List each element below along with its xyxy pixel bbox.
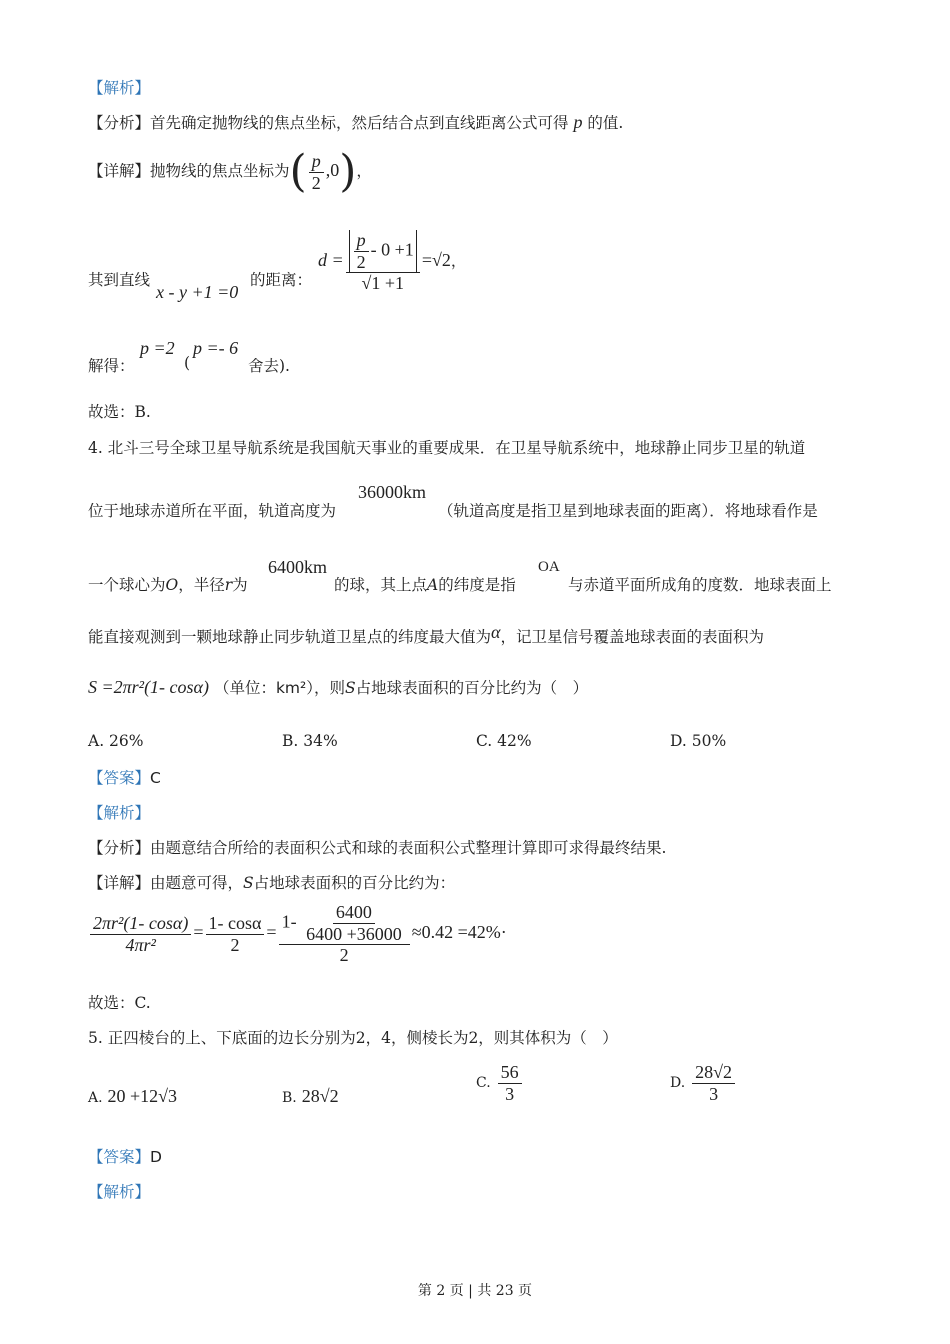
document-page: 【解析】 【分析】首先确定抛物线的焦点坐标，然后结合点到直线距离公式可得 p 的值. 【详解】抛物线的焦点坐标为( $\frac{p}{2}$ ,0)， 其到直线 x - y +1 =0 的距离： d = $\frac{p}{2}$ - 0 +1 √1 +1 =√2， 解得： p =2 ( p =- 6 舍去). 故选：B. 4. 北斗三号全球卫星导航系统是我国航天事业的重要成果．在卫星导航系统中，地球静止同步卫星的轨道 位于地球赤道所在平面，轨道高度为 36000km （轨道高度是指卫星到地球表面的距离）．将地球看作是 一个球心为O，半径r为 6400km 的球，其上点A的纬度是指 OA 与赤道平面所成角的度数．地球表面上 能直接观测到一颗地球静止同步轨道卫星点的纬度最大值为α，记卫星信号覆盖地球表面的表面积为 S =2πr²(1- cosα) （单位：km²），则S占地球表面积的百分比约为（ ） A. 26% B. 34% C. 42% D. 50% 【答案】C 【解析】 【分析】由题意结合所给的表面积公式和球的表面积公式整理计算即可求得最终结果. 【详解】由题意可得，S占地球表面积的百分比约为： $\frac{\text{2πr²(1- cosα)}}{\text{4πr²}}$ = $\frac{1- \cos\alpha}{2}$ = 1- $\frac{6400}{6400 +36000}$ 2 ≈0.42 =42%· 故选：C. 5. 正四棱台的上、下底面的边长分别为2，4，侧棱长为2，则其体积为（ ） A. 20 +12√3 B. 28√2 C. $\frac{56}{3}$ D. $\frac{28√2}{3}$ 【答案】D 【解析】 第 2 页 | 共 23 页 — [0, 0, 950, 1344]
q5-option-d: D. $\frac{28√2}{3}$ — [670, 1062, 737, 1104]
q3-fenxi — [88, 111, 623, 133]
line-text: 其到直线 — [88, 271, 151, 289]
q4-option-a: A. 26% — [88, 732, 144, 750]
q4-computation: $\frac{\text{2πr²(1- cosα)}}{\text{4πr²}}$ = $\frac{1- \cos\alpha}{2}$ = 1- $\frac{6400}{6400 +36000}$ 2 ≈0.42 =42%· — [88, 902, 507, 966]
q4-line5: S =2πr²(1- cosα) （单位：km²），则S占地球表面积的百分比约为（ ） — [88, 677, 589, 697]
dist-text: 的距离： — [250, 271, 313, 289]
focus-rest: ,0 — [325, 160, 340, 180]
solve-end: 舍去). — [248, 357, 290, 375]
solve-alt: p =- 6 — [193, 338, 239, 358]
q4-option-c: C. 42% — [476, 732, 532, 750]
analysis-label: 【解析】 — [88, 79, 151, 97]
line-equation: x - y +1 =0 — [156, 282, 239, 302]
q4-answer: 【答案】C — [88, 769, 161, 787]
fenxi-label: 【分析】 — [88, 114, 151, 132]
distance-formula: d = $\frac{p}{2}$ - 0 +1 √1 +1 =√2， — [318, 230, 467, 294]
q4-option-b: B. 34% — [282, 732, 338, 750]
xiangjie-label: 【详解】 — [88, 162, 151, 180]
q4-line4: 能直接观测到一颗地球静止同步轨道卫星点的纬度最大值为α，记卫星信号覆盖地球表面的表面积为 — [88, 622, 764, 646]
q5-question: 5. 正四棱台的上、下底面的边长分别为2，4，侧棱长为2，则其体积为（ ） — [88, 1029, 618, 1047]
q3-xiangjie: 【详解】抛物线的焦点坐标为( $\frac{p}{2}$ ,0)， — [88, 146, 372, 197]
q5-option-c: C. $\frac{56}{3}$ — [476, 1062, 524, 1104]
fenxi-text: 首先确定抛物线的焦点坐标，然后结合点到直线距离公式可得 — [150, 114, 569, 132]
q4-fenxi: 【分析】由题意结合所给的表面积公式和球的表面积公式整理计算即可求得最终结果. — [88, 839, 667, 857]
q5-option-b: B. 28√2 — [282, 1086, 339, 1106]
q3-choice: 故选：B. — [88, 403, 151, 421]
q4-option-d: D. 50% — [670, 732, 727, 750]
xiangjie-text: 抛物线的焦点坐标为 — [150, 162, 290, 180]
q5-analysis-label: 【解析】 — [88, 1183, 151, 1201]
coverage-formula: S =2πr²(1- cosα) — [88, 677, 209, 697]
fenxi-end: 的值. — [587, 114, 624, 132]
earth-radius: 6400km — [268, 557, 328, 577]
q4-xiangjie: 【详解】由题意可得，S占地球表面积的百分比约为： — [88, 874, 456, 892]
solve-label: 解得： — [88, 357, 135, 375]
q4-line1: 4. 北斗三号全球卫星导航系统是我国航天事业的重要成果．在卫星导航系统中，地球静止同步卫星的轨道 — [88, 439, 806, 457]
q4-analysis-label: 【解析】 — [88, 804, 151, 822]
orbit-height: 36000km — [358, 482, 427, 502]
q5-option-a: A. 20 +12√3 — [88, 1086, 178, 1106]
q4-choice: 故选：C. — [88, 994, 151, 1012]
focus-fraction: $\frac{p}{2}$ — [309, 151, 324, 193]
page-footer: 第 2 页 | 共 23 页 — [417, 1283, 533, 1299]
solve-p: p =2 — [140, 338, 175, 358]
var-p: p — [573, 112, 583, 132]
q5-answer: 【答案】D — [88, 1148, 162, 1166]
